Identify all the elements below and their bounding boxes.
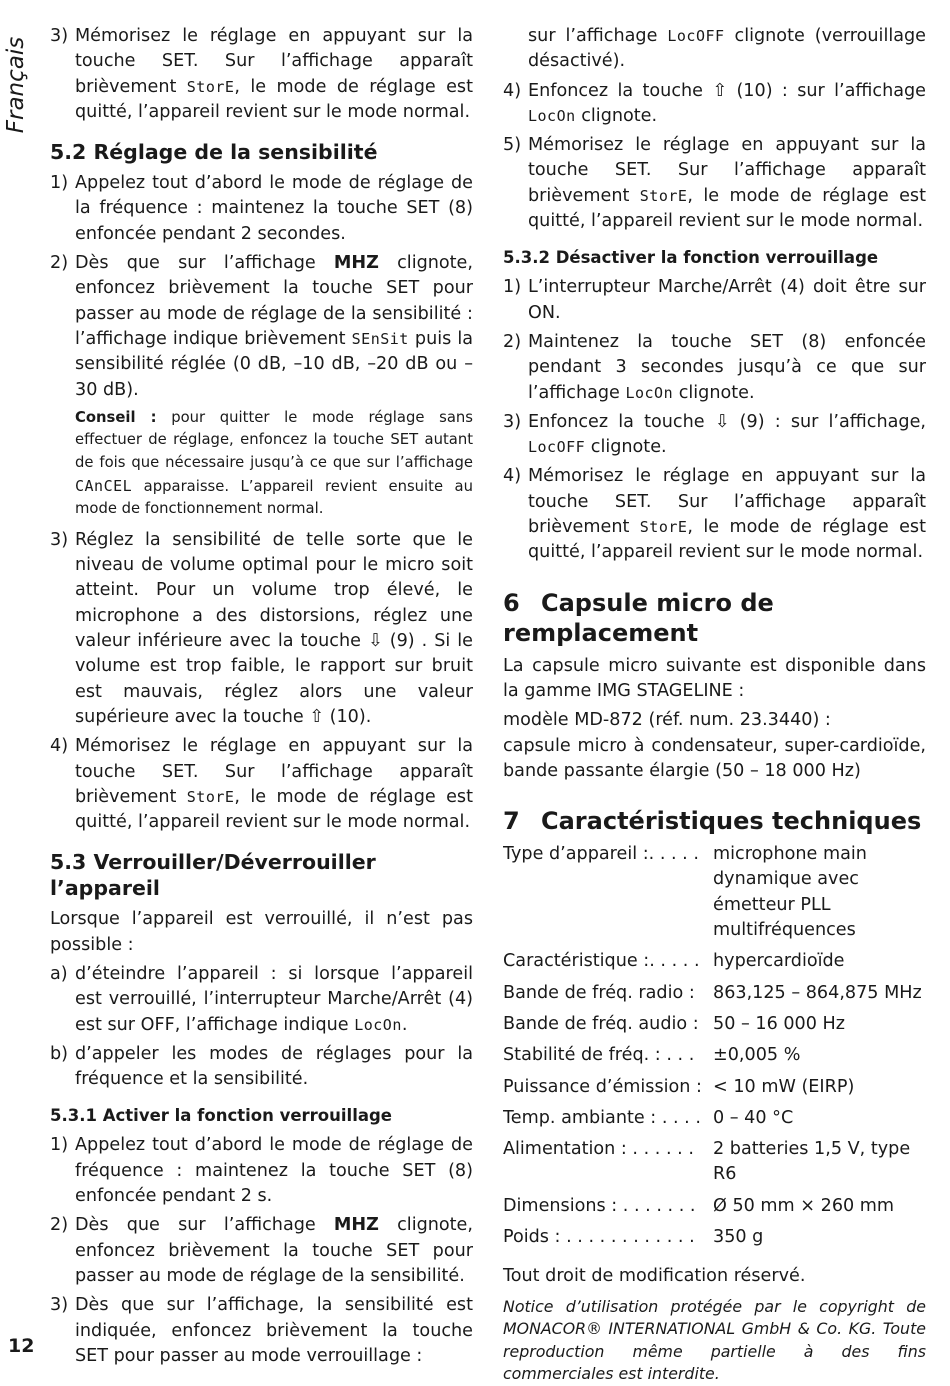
lcd-text: SEnSit	[351, 329, 409, 348]
list-item: b) d’appeler les modes de réglages pour la fréquence et la sensibilité.	[50, 1043, 473, 1090]
list-item: 4) Mémorisez le réglage en appuyant sur la touche SET. Sur l’affichage apparaît brièvement StorE, le mode de réglage est quitté, l’appareil revient sur le mode normal.	[50, 736, 473, 833]
list-item: 3) Mémorisez le réglage en appuyant sur la touche SET. Sur l’affichage apparaît brièvement StorE, le mode de réglage est quitté, l’appareil revient sur le mode normal.	[50, 26, 473, 122]
item-number: 4)	[503, 80, 522, 101]
chapter-heading-7: 7 Caractéristiques techniques	[503, 807, 922, 836]
item-number: 5)	[503, 135, 522, 156]
list-item: 4) Mémorisez le réglage en appuyant sur la touche SET. Sur l’affichage apparaît brièvement StorE, le mode de réglage est quitté, l’appareil revient sur le mode normal.	[503, 466, 926, 563]
spec-value: hypercardioïde	[713, 951, 845, 972]
language-label: Français	[3, 36, 29, 134]
spec-row	[503, 842, 926, 943]
lcd-text: StorE	[639, 518, 688, 537]
spec-row	[503, 1137, 926, 1188]
spec-label: Temp. ambiante : . . . .	[503, 1107, 701, 1128]
spec-row	[503, 1106, 926, 1131]
list-item-continuation: sur l’affichage LocOFF clignote (verrouillage désactivé).	[528, 26, 926, 72]
item-number: 2)	[503, 331, 522, 352]
list-item: 1) Appelez tout d’abord le mode de réglage de la fréquence : maintenez la touche SET (8) enfoncée pendant 2 secondes.	[50, 173, 473, 244]
list-item: a) d’éteindre l’appareil : si lorsque l’appareil est verrouillé, l’interrupteur Marche/Arrêt (4) est sur OFF, l’affichage indique LocOn.	[50, 963, 473, 1035]
spec-row	[503, 1012, 926, 1037]
list-item: 2) Dès que sur l’affichage MHZ clignote, enfoncez brièvement la touche SET pour passer au mode de réglage de la sensibilité : l’affichage indique brièvement SEnSit puis la sensibilité réglée (0 dB, –10 dB, –20 dB ou –30 dB).	[50, 253, 474, 400]
item-number: 3)	[50, 1295, 69, 1316]
spec-value: Ø 50 mm × 260 mm	[713, 1195, 895, 1216]
lcd-text: StorE	[639, 186, 688, 205]
section-heading-5-3-1: 5.3.1 Activer la fonction verrouillage	[50, 1106, 392, 1126]
spec-value: 2 batteries 1,5 V, type R6	[713, 1139, 911, 1185]
spec-row	[503, 949, 926, 974]
item-number: 3)	[50, 529, 69, 550]
right-column	[503, 24, 926, 1386]
language-tab	[2, 30, 30, 140]
page-number: 12	[8, 1335, 35, 1357]
spec-label: Poids : . . . . . . . . . . . .	[503, 1226, 695, 1247]
item-number: 1)	[503, 277, 522, 298]
spec-value: 50 – 16 000 Hz	[713, 1013, 845, 1034]
spec-label: Bande de fréq. audio :	[503, 1013, 699, 1034]
item-number: b)	[50, 1043, 69, 1064]
spec-value: ±0,005 %	[713, 1045, 801, 1066]
spec-row	[503, 1043, 926, 1068]
item-number: 2)	[50, 253, 69, 274]
spec-label: Stabilité de fréq. : . . .	[503, 1045, 695, 1066]
spec-row	[503, 981, 926, 1006]
copyright-notice: Notice d’utilisation protégée par le copyright de MONACOR® INTERNATIONAL GmbH & Co. KG. Toute reproduction même partielle à des fins commerciales est interdite.	[503, 1296, 926, 1384]
paragraph: capsule micro à condensateur, super-cardioïde, bande passante élargie (50 – 18 000 Hz)	[503, 735, 926, 781]
spec-label: Dimensions : . . . . . . .	[503, 1195, 696, 1216]
lcd-text: LocOn	[528, 106, 576, 125]
list-item: 3) Réglez la sensibilité de telle sorte que le niveau de volume optimal pour le micro soit atteint. Pour un volume trop élevé, le microphone a des distorsions, réglez une valeur inférieure avec la touche ⇩ (9) . Si le volume est trop faible, le rapport sur bruit est mauvais, réglez alors une valeur supérieure avec la touche ⇧ (10).	[50, 529, 473, 727]
lcd-text: StorE	[186, 787, 235, 806]
spec-row	[503, 1225, 926, 1250]
list-item: 2) Maintenez la touche SET (8) enfoncée pendant 3 secondes jusqu’à ce que sur l’affichage LocOn clignote.	[503, 331, 926, 403]
lcd-text: LocOFF	[667, 27, 725, 45]
item-number: 2)	[50, 1215, 69, 1236]
list-item: 1) L’interrupteur Marche/Arrêt (4) doit être sur ON.	[503, 277, 926, 323]
spec-value: microphone main dynamique avec émetteur PLL multifréquences	[713, 844, 867, 941]
section-heading-5-3-2: 5.3.2 Désactiver la fonction verrouillage	[503, 248, 879, 268]
lcd-text: CAnCEL	[75, 476, 133, 495]
list-item: 3) Enfoncez la touche ⇩ (9) : sur l’affichage, LocOFF clignote.	[503, 411, 926, 458]
spec-label: Caractéristique :. . . . .	[503, 951, 700, 972]
lcd-text: LocOFF	[528, 438, 586, 457]
paragraph: Lorsque l’appareil est verrouillé, il n’est pas possible :	[50, 909, 473, 955]
section-heading-5-3: 5.3 Verrouiller/Déverrouiller l’appareil	[50, 850, 376, 901]
item-number: 3)	[503, 411, 522, 432]
section-heading-5-2: 5.2 Réglage de la sensibilité	[50, 140, 378, 165]
spec-value: 863,125 – 864,875 MHz	[713, 982, 922, 1003]
list-item: 4) Enfoncez la touche ⇧ (10) : sur l’affichage LocOn clignote.	[503, 80, 926, 126]
spec-label: Bande de fréq. radio :	[503, 982, 695, 1003]
list-item: 2) Dès que sur l’affichage MHZ clignote, enfoncez brièvement la touche SET pour passer au mode de réglage de la sensibilité.	[50, 1215, 473, 1286]
lcd-text: StorE	[186, 77, 235, 96]
spec-row	[503, 1075, 926, 1100]
spec-value: 350 g	[713, 1226, 764, 1247]
item-number: 4)	[503, 466, 522, 487]
list-item: 3) Dès que sur l’affichage, la sensibilité est indiquée, enfoncez brièvement la touche SET pour passer au mode verrouillage :	[50, 1295, 473, 1366]
item-number: a)	[50, 963, 68, 984]
item-number: 3)	[50, 26, 69, 46]
lcd-text: LocOn	[625, 383, 674, 402]
spec-value: 0 – 40 °C	[713, 1107, 794, 1128]
paragraph: La capsule micro suivante est disponible dans la gamme IMG STAGELINE :	[503, 655, 926, 701]
spec-label: Puissance d’émission :	[503, 1076, 702, 1097]
spec-value: < 10 mW (EIRP)	[713, 1076, 855, 1097]
spec-row	[503, 1194, 926, 1219]
item-number: 1)	[50, 1135, 69, 1156]
spec-table	[503, 842, 926, 1250]
lcd-text: LocOn	[354, 1015, 402, 1034]
item-number: 4)	[50, 736, 69, 757]
chapter-heading-6: 6 Capsule micro de remplacement	[503, 588, 774, 647]
list-item: 1) Appelez tout d’abord le mode de réglage de fréquence : maintenez la touche SET (8) enfoncée pendant 2 s.	[50, 1135, 473, 1207]
rights-notice: Tout droit de modification réservé.	[503, 1266, 806, 1287]
paragraph: modèle MD-872 (réf. num. 23.3440) :	[503, 710, 831, 731]
tip-note: Conseil : pour quitter le mode réglage sans effectuer de réglage, enfoncez la touche SET autant de fois que nécessaire jusqu’à ce que sur l’affichage CAnCEL apparaisse. L’appareil revient ensuite au mode de fonctionnement normal.	[75, 408, 473, 518]
list-item: 5) Mémorisez le réglage en appuyant sur la touche SET. Sur l’affichage apparaît brièvement StorE, le mode de réglage est quitté, l’appareil revient sur le mode normal.	[503, 135, 926, 232]
spec-label: Alimentation : . . . . . .	[503, 1139, 694, 1160]
item-number: 1)	[50, 173, 69, 194]
spec-label: Type d’appareil :. . . . .	[503, 844, 699, 865]
left-column	[50, 24, 473, 1373]
